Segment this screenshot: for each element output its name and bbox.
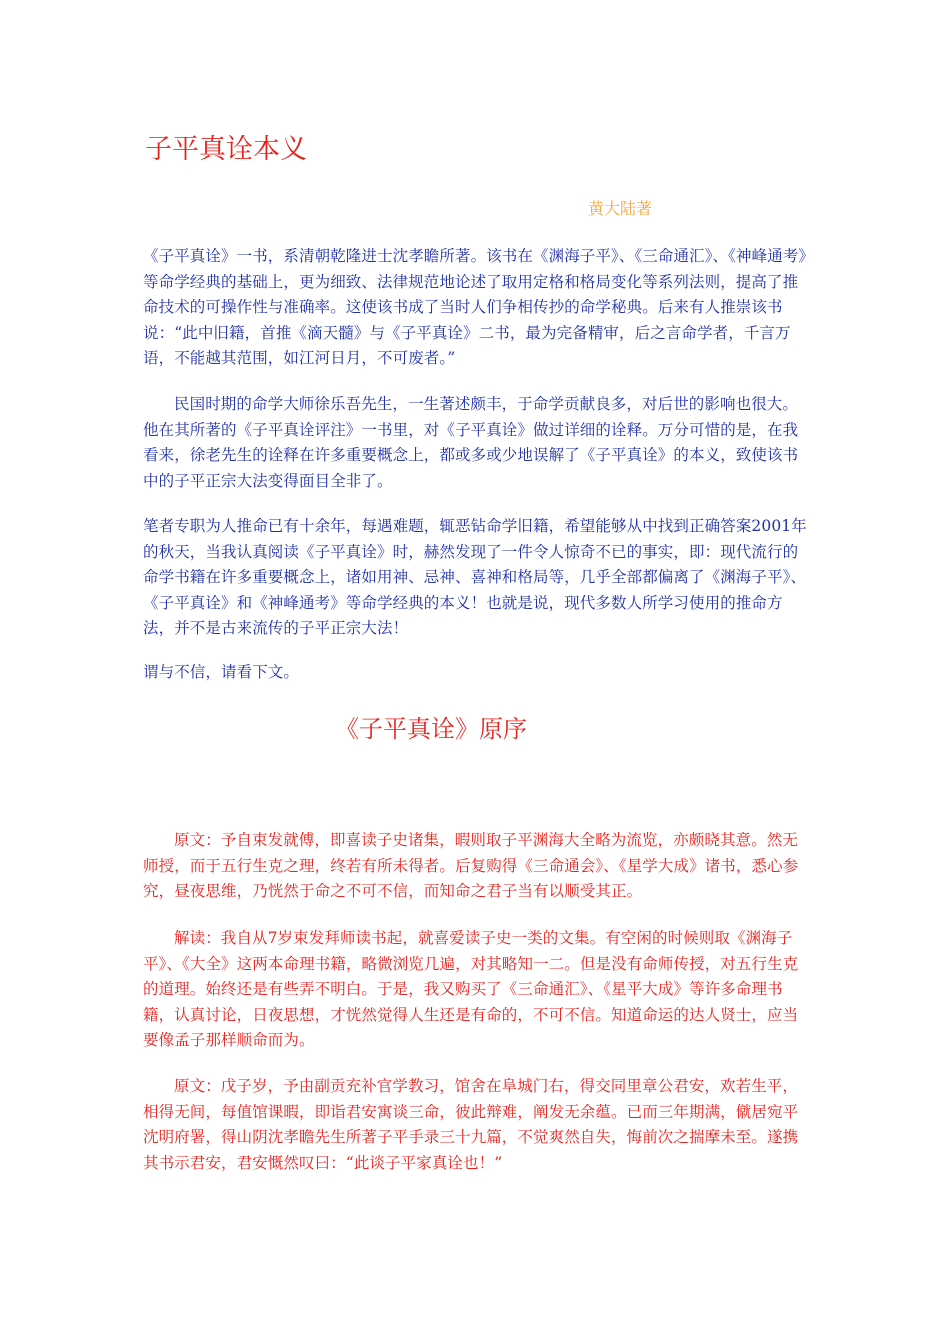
intro-paragraph-1: 《子平真诠》一书，系清朝乾隆进士沈孝瞻所著。该书在《渊海子平》、《三命通汇》、《神峰通考》等命学经典的基础上，更为细致、法律规范地论述了取用定格和格局变化等系列法则，提高了推命技术的可操作性与准确率。这使该书成了当时人们争相传抄的命学秘典。后来有人推崇该书说：“此中旧籍，首推《滴天髓》与《子平真诠》二书，最为完备精审，后之言命学者，千言万语，不能越其范围，如江河日月，不可废者。” <box>143 247 807 368</box>
preface-interpretation-1: 解读：我自从7岁束发拜师读书起，就喜爱读子史一类的文集。有空闲的时候则取《渊海子平》、《大全》这两本命理书籍，略微浏览几遍，对其略知一二。但是没有命师传授，对五行生克的道理。始终还是有些弄不明白。于是，我又购买了《三命通汇》、《星平大成》等许多命理书籍，认真讨论，日夜思想，才恍然觉得人生还是有命的，不可不信。知道命运的达人贤士，应当要像孟子那样顺命而为。 <box>143 929 799 1050</box>
intro-paragraph-4: 谓与不信，请看下文。 <box>143 663 300 681</box>
author-byline: 黄大陆著 <box>588 199 653 218</box>
intro-paragraph-3: 笔者专职为人推命已有十余年，每遇难题，辄恶钻命学旧籍，希望能够从中找到正确答案2001年的秋天，当我认真阅读《子平真诠》时，赫然发现了一件令人惊奇不已的事实，即：现代流行的命学书籍在许多重要概念上，诸如用神、忌神、喜神和格局等，几乎全部都偏离了《渊海子平》、《子平真诠》和《神峰通考》等命学经典的本义！也就是说，现代多数人所学习使用的推命方法，并不是古来流传的子平正宗大法！ <box>143 517 807 638</box>
preface-title: 《子平真诠》原序 <box>335 715 527 743</box>
preface-original-1: 原文：予自束发就傅，即喜读子史诸集，暇则取子平渊海大全略为流览，亦颇晓其意。然无师授，而于五行生克之理，终若有所未得者。后复购得《三命通会》、《星学大成》诸书，悉心参究，昼夜思维，乃恍然于命之不可不信，而知命之君子当有以顺受其正。 <box>143 831 799 901</box>
document-title: 子平真诠本义 <box>145 134 307 165</box>
intro-paragraph-2: 民国时期的命学大师徐乐吾先生，一生著述颇丰，于命学贡献良多，对后世的影响也很大。他在其所著的《子平真诠评注》一书里，对《子平真诠》做过详细的诠释。万分可惜的是，在我看来，徐老先生的诠释在许多重要概念上，都或多或少地误解了《子平真诠》的本义，致使该书中的子平正宗大法变得面目全非了。 <box>143 395 799 490</box>
preface-original-2: 原文：戊子岁，予由副贡充补官学教习，馆舍在阜城门右，得交同里章公君安，欢若生平，相得无间，每值馆课暇，即诣君安寓谈三命，彼此辩难，阐发无余蕴。已而三年期满，僦居宛平沈明府署，得山阴沈孝瞻先生所著子平手录三十九篇，不觉爽然自失，悔前次之揣摩未至。遂携其书示君安，君安慨然叹曰：“此谈子平家真诠也！” <box>143 1077 799 1172</box>
